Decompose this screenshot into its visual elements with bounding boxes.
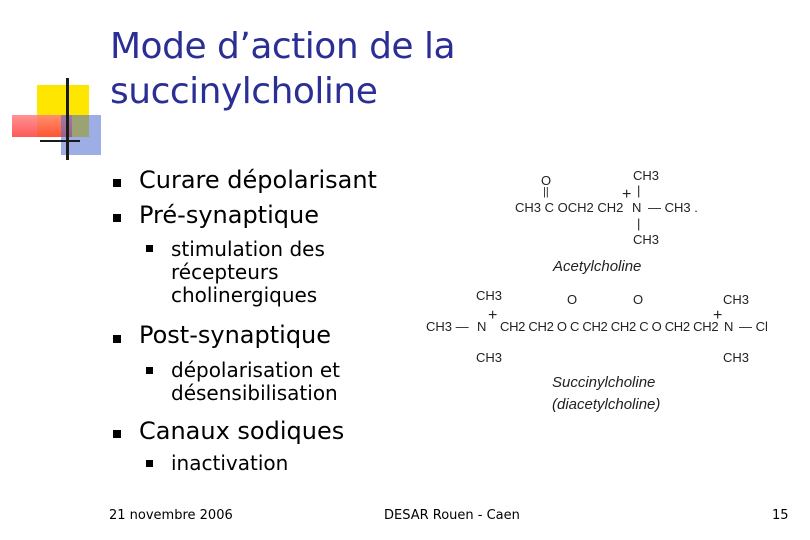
bullet-2: Pré-synaptique [139, 201, 319, 229]
bullet-1: Curare dépolarisant [139, 166, 377, 194]
bullet-4: Canaux sodiques [139, 417, 345, 445]
ach-ch3-top: CH3 [633, 168, 660, 183]
page-number: 15 [772, 508, 789, 523]
decor-horizontal-line [40, 140, 80, 142]
ach-chain-a: CH3 C OCH2 CH2 [515, 200, 624, 215]
footer-date: 21 novembre 2006 [109, 508, 233, 523]
sch-plus-left: + [488, 307, 498, 324]
sch-ch3-top-right: CH3 [723, 292, 750, 307]
slide-title: Mode d’action de la succinylcholine [110, 26, 456, 112]
sch-ch3-top-left: CH3 [476, 288, 503, 303]
ach-bar-top: | [637, 183, 641, 198]
bullet-marker [113, 179, 121, 187]
ach-chain-b: — CH3 . [648, 200, 698, 215]
ach-ch3-bottom: CH3 [633, 232, 660, 247]
sch-label-2: (diacetylcholine) [552, 396, 661, 413]
sub-bullet-3-1: dépolarisation et désensibilisation [171, 358, 341, 405]
sch-nitrogen-right: N [724, 319, 734, 334]
sub-bullet-marker [146, 460, 153, 467]
sub-bullet-marker [146, 245, 153, 252]
sch-ch3-bottom-right: CH3 [723, 350, 750, 365]
sch-label: Succinylcholine [552, 374, 656, 391]
bullet-3: Post-synaptique [139, 321, 332, 349]
bullet-marker [113, 335, 121, 343]
sch-oxygen-2: O [633, 292, 644, 307]
footer-center: DESAR Rouen - Caen [384, 508, 520, 523]
ach-nitrogen: N [632, 200, 642, 215]
ach-oxygen: O [541, 173, 552, 188]
sch-plus-right: + [713, 307, 723, 324]
sub-bullet-marker [146, 367, 153, 374]
sch-oxygen-1: O [567, 292, 578, 307]
bullet-marker [113, 430, 121, 438]
ach-bar-bottom: | [637, 216, 641, 231]
sch-chain: CH2 CH2 O C CH2 CH2 C O CH2 CH2 [500, 319, 719, 334]
ach-double-bond: || [543, 186, 549, 198]
sch-ch3-bottom-left: CH3 [476, 350, 503, 365]
sub-bullet-2-1: stimulation des récepteurs cholinergiques [171, 237, 325, 307]
sch-nitrogen-left: N [477, 319, 487, 334]
ach-plus: + [622, 186, 632, 203]
decor-vertical-line [66, 78, 69, 160]
ach-label: Acetylcholine [553, 258, 642, 275]
sub-bullet-4-1: inactivation [171, 451, 289, 475]
bullet-marker [113, 214, 121, 222]
sch-left-ch3: CH3 — [426, 319, 469, 334]
sch-right: — Cl [739, 319, 768, 334]
